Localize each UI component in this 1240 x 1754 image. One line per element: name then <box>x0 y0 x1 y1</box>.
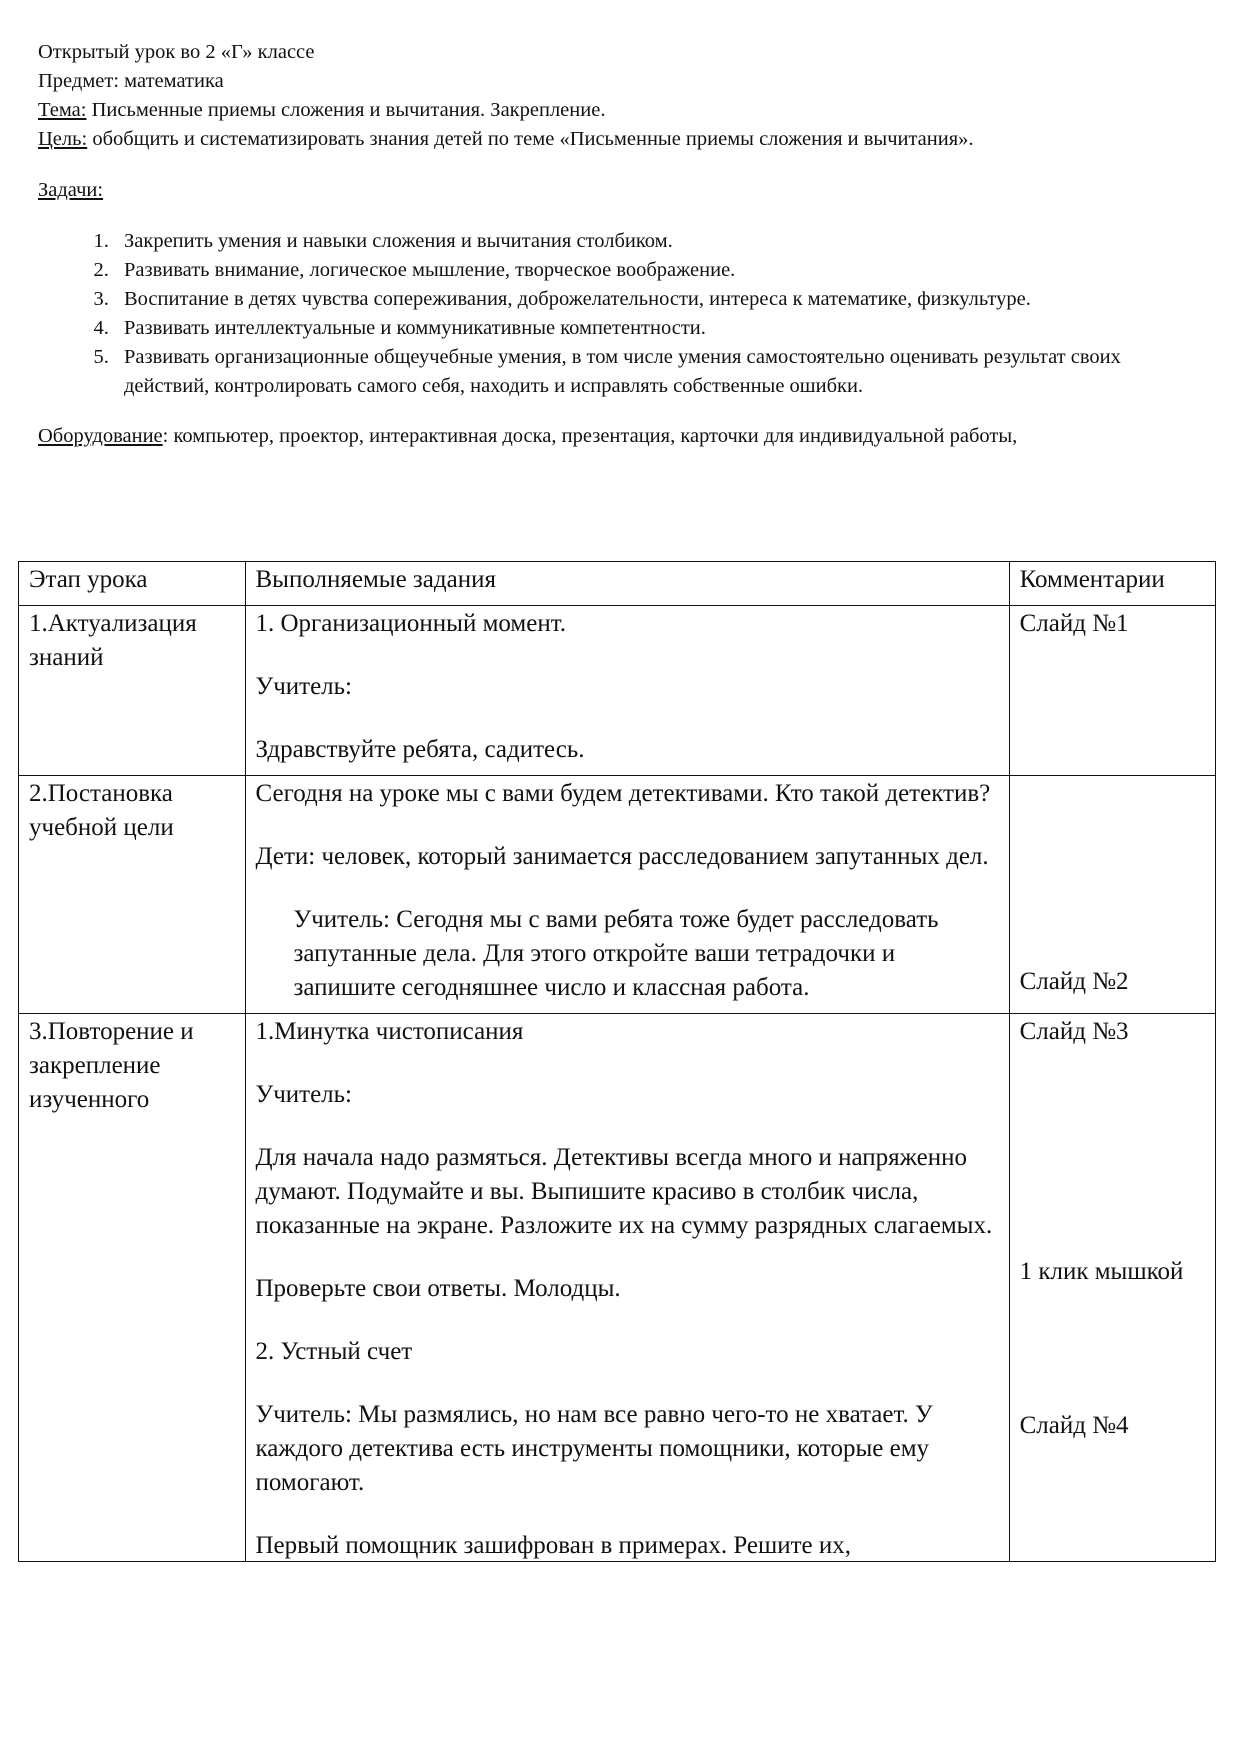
task-paragraph: Проверьте свои ответы. Молодцы. <box>255 1275 621 1302</box>
stage-cell: 3.Повторение и закрепление изученного <box>19 1014 246 1562</box>
task-item: 5. Развивать организационные общеучебные умения, в том числе умения самостоятельно оценивать результат своих действий, контролировать самого себя, находить и исправлять собственные ошибки. <box>114 343 1208 401</box>
header-stage: Этап урока <box>19 562 246 606</box>
task-item: 1. Закрепить умения и навыки сложения и вычитания столбиком. <box>114 227 1208 256</box>
goal-line <box>38 125 1208 154</box>
tasks-cell <box>245 776 1009 1014</box>
stage-cell: 1.Актуализация знаний <box>19 606 246 776</box>
tasks-label: Задачи: <box>38 179 104 201</box>
equipment-text: : компьютер, проектор, интерактивная доска, презентация, карточки для индивидуальной работы, <box>162 425 1018 447</box>
task-paragraph: Дети: человек, который занимается расследованием запутанных дел. <box>255 843 989 870</box>
task-item: 2. Развивать внимание, логическое мышление, творческое воображение. <box>114 256 1208 285</box>
comment-cell <box>1009 1014 1215 1562</box>
task-item: 4. Развивать интеллектуальные и коммуникативные компетентности. <box>114 314 1208 343</box>
comment-text: Слайд №2 <box>1019 968 1129 995</box>
task-paragraph: Первый помощник зашифрован в примерах. Решите их, <box>255 1532 852 1559</box>
comment-cell: Слайд №1 <box>1009 606 1215 776</box>
equipment-label: Оборудование <box>38 425 163 447</box>
lesson-plan-table <box>18 561 1216 1562</box>
goal-label: Цель: <box>38 128 88 150</box>
task-paragraph: 1.Минутка чистописания <box>255 1018 524 1045</box>
table-header-row <box>19 562 1216 606</box>
goal-text: обобщить и систематизировать знания детей по теме «Письменные приемы сложения и вычитания». <box>87 128 974 150</box>
comment-cell <box>1009 776 1215 1014</box>
task-paragraph: Сегодня на уроке мы с вами будем детективами. Кто такой детектив? <box>255 780 991 807</box>
table-row <box>19 776 1216 1014</box>
task-item: 3. Воспитание в детях чувства сопереживания, доброжелательности, интереса к математике, физкультуре. <box>114 285 1208 314</box>
task-paragraph: Для начала надо размяться. Детективы всегда много и напряженно думают. Подумайте и вы. Выпишите красиво в столбик числа, показанные на экране. Разложите их на сумму разрядных слагаемых. <box>255 1144 993 1239</box>
comment-text: Слайд №4 <box>1019 1412 1129 1439</box>
table-row <box>19 1014 1216 1562</box>
task-paragraph: Учитель: <box>255 1081 352 1108</box>
task-paragraph: 1. Организационный момент. <box>255 610 567 637</box>
subject-line: Предмет: математика <box>38 70 224 92</box>
topic-line <box>38 96 1208 125</box>
stage-cell: 2.Постановка учебной цели <box>19 776 246 1014</box>
task-paragraph: Здравствуйте ребята, садитесь. <box>255 736 585 763</box>
task-paragraph: Учитель: <box>255 673 352 700</box>
lesson-title: Открытый урок во 2 «Г» классе <box>38 41 315 63</box>
header-comments: Комментарии <box>1009 562 1215 606</box>
tasks-cell <box>245 606 1009 776</box>
task-paragraph: Учитель: Сегодня мы с вами ребята тоже будет расследовать запутанные дела. Для этого откройте ваши тетрадочки и запишите сегодняшнее число и классная работа. <box>293 906 939 1001</box>
header-tasks: Выполняемые задания <box>245 562 1009 606</box>
comment-text: Слайд №3 <box>1019 1018 1129 1045</box>
comment-text: 1 клик мышкой <box>1019 1258 1184 1285</box>
topic-text: Письменные приемы сложения и вычитания. Закрепление. <box>86 99 606 121</box>
tasks-cell <box>245 1014 1009 1562</box>
topic-label: Тема: <box>38 99 87 121</box>
task-paragraph: Учитель: Мы размялись, но нам все равно чего-то не хватает. У каждого детектива есть инструменты помощники, которые ему помогают. <box>255 1401 933 1496</box>
table-row <box>19 606 1216 776</box>
document-header <box>38 38 1208 451</box>
task-paragraph: 2. Устный счет <box>255 1338 413 1365</box>
equipment-line <box>38 422 1208 451</box>
tasks-list <box>38 227 1208 401</box>
